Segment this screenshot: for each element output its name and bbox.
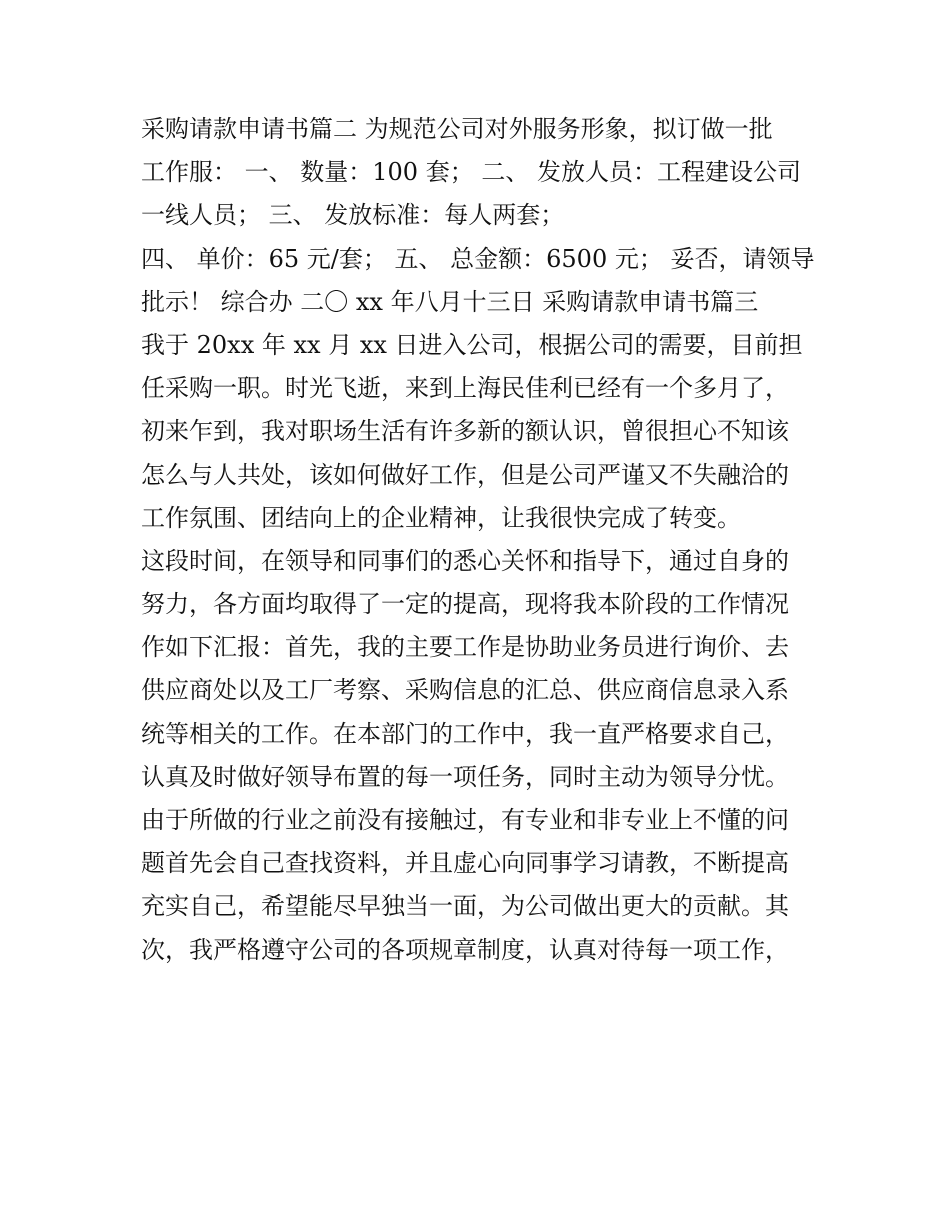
text-line: 题首先会自己查找资料，并且虚心向同事学习请教，不断提高 [141, 849, 789, 878]
text-line: 充实自己，希望能尽早独当一面，为公司做出更大的贡献。其 [141, 892, 789, 921]
text-line: 这段时间，在领导和同事们的悉心关怀和指导下，通过自身的 [141, 546, 789, 575]
document-body [141, 108, 831, 972]
text-line: 采购请款申请书篇二 为规范公司对外服务形象，拟订做一批 [141, 115, 773, 143]
text-line: 任采购一职。时光飞逝，来到上海民佳利已经有一个多月了， [141, 374, 789, 403]
text-line: 工作服： 一、 数量：100 套； 二、 发放人员：工程建设公司 [141, 158, 801, 187]
text-line: 批示！ 综合办 二〇 xx 年八月十三日 采购请款申请书篇三 [141, 287, 759, 316]
text-line: 怎么与人共处，该如何做好工作，但是公司严谨又不失融洽的 [141, 460, 789, 489]
text-line: 工作氛围、团结向上的企业精神，让我很快完成了转变。 [141, 503, 741, 532]
text-line: 作如下汇报：首先，我的主要工作是协助业务员进行询价、去 [141, 633, 789, 662]
text-line: 认真及时做好领导布置的每一项任务，同时主动为领导分忧。 [141, 762, 789, 791]
text-line: 努力，各方面均取得了一定的提高，现将我本阶段的工作情况 [141, 590, 789, 619]
text-line: 由于所做的行业之前没有接触过，有专业和非专业上不懂的问 [141, 806, 789, 834]
text-line: 统等相关的工作。在本部门的工作中，我一直严格要求自己， [141, 719, 789, 748]
text-line: 次，我严格遵守公司的各项规章制度，认真对待每一项工作， [141, 935, 789, 964]
text-line: 初来乍到，我对职场生活有许多新的额认识，曾很担心不知该 [141, 417, 789, 446]
text-line: 一线人员； 三、 发放标准：每人两套； [141, 201, 565, 230]
text-line: 四、 单价：65 元/套； 五、 总金额：6500 元； 妥否，请领导 [141, 244, 815, 273]
text-line: 我于 20xx 年 xx 月 xx 日进入公司，根据公司的需要，目前担 [141, 330, 803, 359]
text-line: 供应商处以及工厂考察、采购信息的汇总、供应商信息录入系 [141, 676, 789, 705]
